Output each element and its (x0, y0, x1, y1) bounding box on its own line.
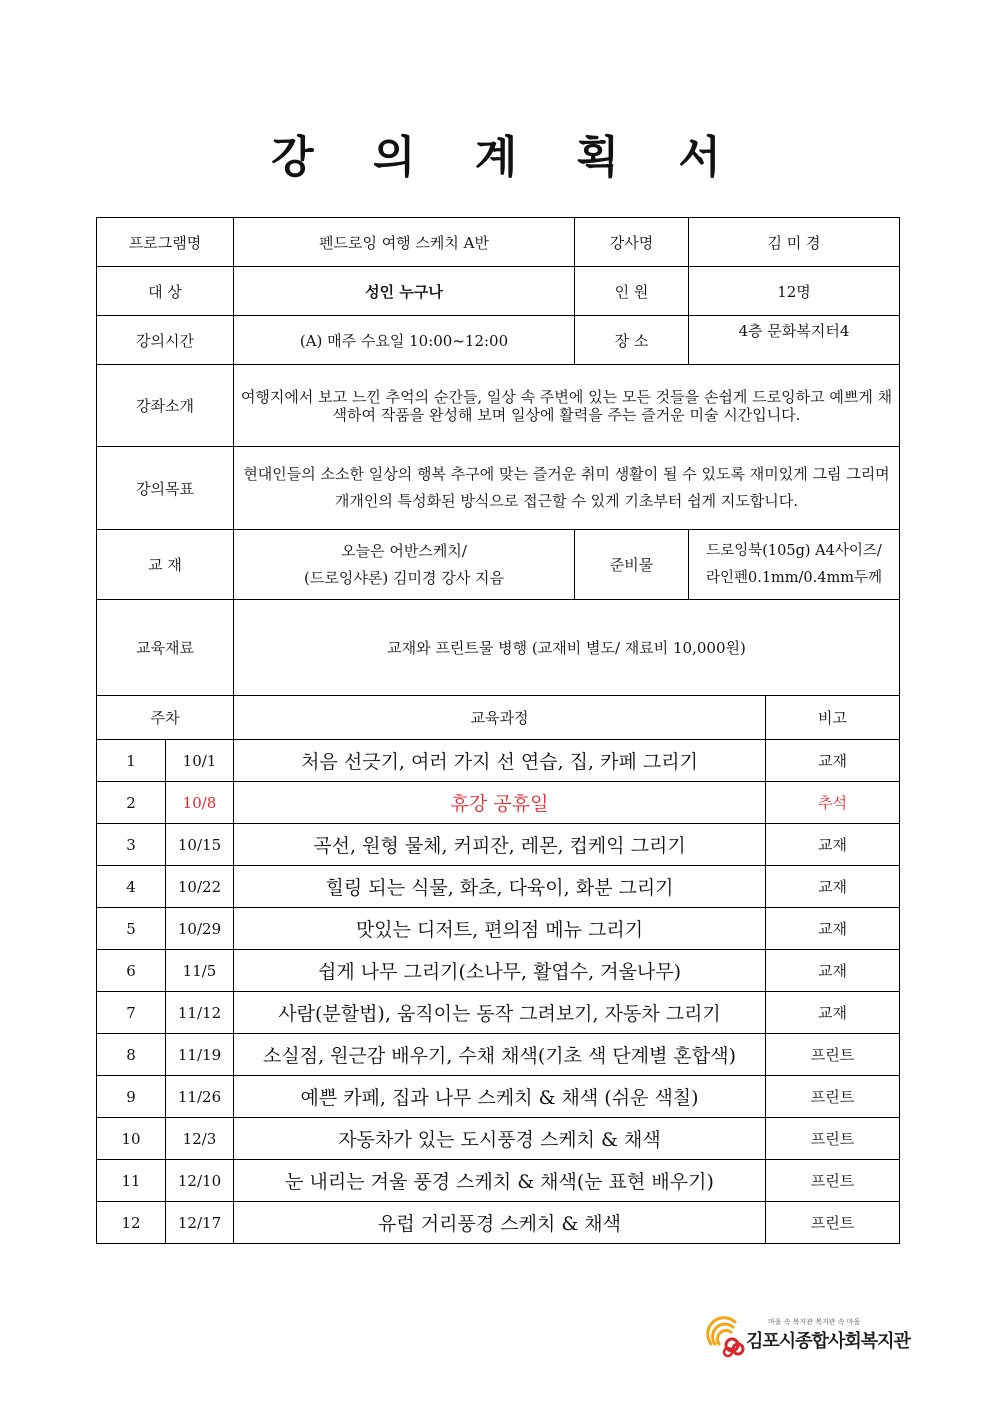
week-number: 12 (97, 1202, 166, 1244)
week-date: 10/15 (166, 824, 234, 866)
course-note: 교재 (766, 866, 900, 908)
schedule-row (97, 908, 900, 950)
week-date: 12/10 (166, 1160, 234, 1202)
course-topic: 휴강 공휴일 (234, 782, 766, 824)
week-date: 11/12 (166, 992, 234, 1034)
info-table (96, 217, 900, 696)
week-date: 11/5 (166, 950, 234, 992)
course-note: 교재 (766, 824, 900, 866)
week-number: 9 (97, 1076, 166, 1118)
course-topic: 곡선, 원형 물체, 커피잔, 레몬, 컵케익 그리기 (234, 824, 766, 866)
course-note: 교재 (766, 908, 900, 950)
week-number: 11 (97, 1160, 166, 1202)
place-value: 4층 문화복지터4 (689, 316, 900, 365)
logo-name: 김포시종합사회복지관 (746, 1331, 910, 1352)
course-topic: 맛있는 디저트, 편의점 메뉴 그리기 (234, 908, 766, 950)
week-header: 주차 (97, 696, 234, 740)
week-number: 6 (97, 950, 166, 992)
course-note: 프린트 (766, 1160, 900, 1202)
week-number: 8 (97, 1034, 166, 1076)
course-note: 프린트 (766, 1202, 900, 1244)
goal-label: 강의목표 (97, 447, 234, 530)
instructor-value: 김 미 경 (689, 218, 900, 267)
schedule-row (97, 1034, 900, 1076)
organization-logo (706, 1315, 910, 1361)
supplies-label: 준비물 (575, 530, 689, 600)
course-topic: 쉽게 나무 그리기(소나무, 활엽수, 겨울나무) (234, 950, 766, 992)
time-label: 강의시간 (97, 316, 234, 365)
textbook-label: 교 재 (97, 530, 234, 600)
intro-value: 여행지에서 보고 느낀 추억의 순간들, 일상 속 주변에 있는 모든 것들을 손쉽게 드로잉하고 예쁘게 채색하여 작품을 완성해 보며 일상에 활력을 주는 즐거운 미술 시간입니다. (234, 365, 900, 447)
textbook-line1: 오늘은 어반스케치/ (341, 541, 467, 560)
schedule-row (97, 1202, 900, 1244)
course-note: 프린트 (766, 1034, 900, 1076)
week-date: 12/3 (166, 1118, 234, 1160)
course-note: 교재 (766, 740, 900, 782)
course-topic: 유럽 거리풍경 스케치 & 채색 (234, 1202, 766, 1244)
supplies-value (689, 530, 900, 600)
capacity-value: 12명 (689, 267, 900, 316)
week-number: 2 (97, 782, 166, 824)
course-topic: 소실점, 원근감 배우기, 수채 채색(기초 색 단계별 혼합색) (234, 1034, 766, 1076)
schedule-row (97, 1118, 900, 1160)
week-number: 10 (97, 1118, 166, 1160)
schedule-row (97, 866, 900, 908)
schedule-row (97, 1160, 900, 1202)
week-date: 10/1 (166, 740, 234, 782)
course-note: 추석 (766, 782, 900, 824)
course-topic: 눈 내리는 겨울 풍경 스케치 & 채색(눈 표현 배우기) (234, 1160, 766, 1202)
week-date: 10/29 (166, 908, 234, 950)
course-header: 교육과정 (234, 696, 766, 740)
schedule-row (97, 950, 900, 992)
week-date: 10/22 (166, 866, 234, 908)
schedule-row (97, 992, 900, 1034)
supplies-line1: 드로잉북(105g) A4사이즈/ (706, 542, 882, 559)
week-date: 11/26 (166, 1076, 234, 1118)
time-value: (A) 매주 수요일 10:00~12:00 (234, 316, 575, 365)
week-date: 12/17 (166, 1202, 234, 1244)
course-topic: 자동차가 있는 도시풍경 스케치 & 채색 (234, 1118, 766, 1160)
week-number: 4 (97, 866, 166, 908)
logo-tagline: 마을 속 복지관 복지관 속 마을 (768, 1318, 861, 1326)
week-number: 3 (97, 824, 166, 866)
textbook-value (234, 530, 575, 600)
course-note: 교재 (766, 992, 900, 1034)
week-number: 7 (97, 992, 166, 1034)
course-topic: 처음 선긋기, 여러 가지 선 연습, 집, 카페 그리기 (234, 740, 766, 782)
course-note: 프린트 (766, 1118, 900, 1160)
program-value: 펜드로잉 여행 스케치 A반 (234, 218, 575, 267)
schedule-header-row (97, 696, 900, 740)
place-label: 장 소 (575, 316, 689, 365)
instructor-label: 강사명 (575, 218, 689, 267)
target-label: 대 상 (97, 267, 234, 316)
document-title: 강 의 계 획 서 (271, 132, 743, 183)
schedule-row (97, 1076, 900, 1118)
flower-logo-icon (706, 1315, 746, 1359)
schedule-row (97, 824, 900, 866)
capacity-label: 인 원 (575, 267, 689, 316)
schedule-row (97, 782, 900, 824)
schedule-table (96, 695, 900, 1244)
week-date: 11/19 (166, 1034, 234, 1076)
course-topic: 예쁜 카페, 집과 나무 스케치 & 채색 (쉬운 색칠) (234, 1076, 766, 1118)
course-topic: 사람(분할법), 움직이는 동작 그려보기, 자동차 그리기 (234, 992, 766, 1034)
schedule-row (97, 740, 900, 782)
materials-value: 교재와 프린트물 병행 (교재비 별도/ 재료비 10,000원) (234, 600, 900, 696)
course-note: 프린트 (766, 1076, 900, 1118)
target-value: 성인 누구나 (234, 267, 575, 316)
week-date: 10/8 (166, 782, 234, 824)
week-number: 5 (97, 908, 166, 950)
goal-value: 현대인들의 소소한 일상의 행복 추구에 맞는 즐거운 취미 생활이 될 수 있도록 재미있게 그림 그리며 개개인의 특성화된 방식으로 접근할 수 있게 기초부터 쉽게 지도합니다. (234, 447, 900, 530)
course-note: 교재 (766, 950, 900, 992)
week-number: 1 (97, 740, 166, 782)
supplies-line2: 라인펜0.1mm/0.4mm두께 (705, 569, 883, 586)
note-header: 비고 (766, 696, 900, 740)
intro-label: 강좌소개 (97, 365, 234, 447)
course-topic: 힐링 되는 식물, 화초, 다육이, 화분 그리기 (234, 866, 766, 908)
program-label: 프로그램명 (97, 218, 234, 267)
textbook-line2: (드로잉샤론) 김미경 강사 지음 (304, 568, 504, 587)
materials-label: 교육재료 (97, 600, 234, 696)
